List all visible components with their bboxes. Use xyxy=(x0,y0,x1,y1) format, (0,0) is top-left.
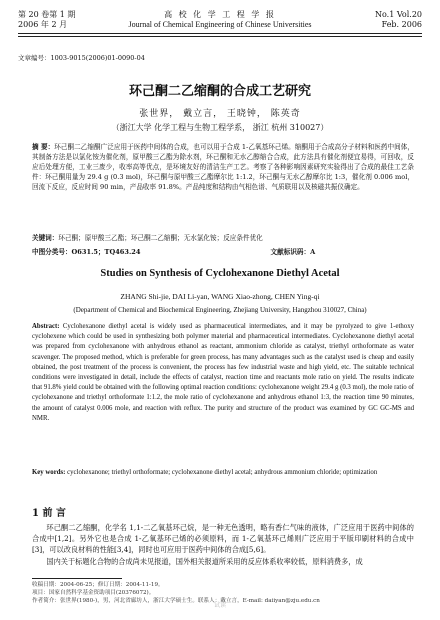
title-en: Studies on Synthesis of Cyclohexanone Diethyl Acetal xyxy=(100,268,340,279)
authors-cn: 张世界， 戴立言， 王晓钟， 陈英奇 xyxy=(139,109,301,119)
keywords-cn-label: 关键词： xyxy=(32,234,59,242)
abstract-en-text: Cyclohexanone diethyl acetal is widely used as pharmaceutical intermediates, and it may be pyrolyzed to give 1-ethoxy cyclohexene which could be used in synthesizing both polymer material and pharmaceutical intermediates. Cyclohexanone diethyl acetal was prepared from cyclohexanone with anhydrous ethanol as reactant, ammonium chloride as catalyst, triethyl orthoformate as water scavenger. The proposed method, which is preferable for green process, has many advantages such as the catalyst used is cheap and easily obtained, the post treatment of the process is convenient, the process has few industrial waste and high yield, etc. The suitable technical conditions were investigated in detail, include the effects of catalyst, reaction time and reactants mole ratio on yield. The results indicate that 91.8% yield could be obtained with the following optimal reaction conditions: cyclohexanone weight 29.4 g (0.3 mol), the mole ratio of cyclohexanone and triethyl orthoformate 1:1.2, the mole ratio of cyclohexanone and anhydrous ethanol 1:3, the reaction time 90 minutes, the amount of catalyst 0.006 mole, and reaction with reflux. The purity and structure of the product was examined by GC GC-MS and NMR. xyxy=(32,323,415,422)
volume-issue-en: No.1 Vol.20 xyxy=(375,10,422,19)
affiliation-cn: （浙江大学 化学工程与生物工程学系， 浙江 杭州 310027） xyxy=(111,123,329,132)
date-en: Feb. 2006 xyxy=(381,20,422,29)
footnote-rule xyxy=(32,578,122,579)
abstract-cn xyxy=(32,142,414,192)
abstract-cn-text: 环己酮二乙缩酮广泛应用于医药中间体的合成，也可以用于合成 1-乙氧基环己烯。缩酮用于合成高分子材料和医药中间体，其制备方法是以氯化铵为催化剂，原甲酸三乙酯为除水剂，环己酮和无水乙醇缩合合成，此方法具有催化剂便宜易得，可回收，反应后处理方便，工业三废少，收率高等优点，是环境友好的清洁生产工艺。考察了各种影响因素研究实验得出了合成的最佳工艺条件：环己酮用量为 29.4 g (0.3 mol)，环己酮与原甲酸三乙酯摩尔比 1:1.2，环己酮与无水乙醇摩尔比 1:3，催化剂 0.006 mol，回流下反应，反应时间 90 min，产品收率 91.8%。产品纯度和结构由气相色谱、气质联用以及核磁共振仪确定。 xyxy=(32,143,414,191)
footnote-author: 作者简介：张世界(1980-)，男，河北省廊坊人，浙江大学硕士生。联系人：戴立言，E-mail: daiiyan@zju.edu.cn xyxy=(32,598,320,604)
date-cn: 2006 年 2 月 xyxy=(18,20,68,29)
keywords-en-label: Key words: xyxy=(32,469,66,476)
journal-issue-cn xyxy=(18,10,75,30)
footnote-received: 收稿日期：2004-06-25；修订日期：2004-11-19。 xyxy=(32,582,164,588)
journal-title-cn: 高 校 化 学 工 程 学 报 xyxy=(164,10,276,19)
authors-en: ZHANG Shi-jie, DAI Li-yan, WANG Xiao-zhong, CHEN Ying-qi xyxy=(120,292,320,301)
footnote-fund: 项目：国家自然科学基金资助项目(20376072)。 xyxy=(32,590,155,596)
intro-paragraph-2: 国内关于标题化合物的合成尚未见报道，国外相关报道所采用的反应体系收率较低，原料消费多，成 xyxy=(46,557,363,566)
classification-row xyxy=(32,246,333,256)
clc-code: 中图分类号：O631.5；TQ463.24 xyxy=(32,248,141,256)
title-cn: 环己酮二乙缩酮的合成工艺研究 xyxy=(128,84,311,99)
abstract-cn-label: 摘 要： xyxy=(32,143,55,151)
section-heading-introduction: 1 前 言 xyxy=(32,508,66,519)
volume-issue-cn: 第 20 卷第 1 期 xyxy=(18,10,76,19)
keywords-en-text: cyclohexanone; triethyl orthoformate; cyclohexanone diethyl acetal; anhydrous ammonium chloride; optimization xyxy=(67,469,378,476)
journal-title-en: Journal of Chemical Engineering of Chinese Universities xyxy=(128,20,312,29)
header-rule-secondary xyxy=(18,36,422,37)
header-rule xyxy=(18,33,422,34)
watermark: 试读 xyxy=(213,602,226,609)
article-number: 文章编号：1003-9015(2006)01-0090-04 xyxy=(18,54,145,62)
keywords-cn xyxy=(32,233,414,243)
keywords-en xyxy=(32,468,414,478)
intro-paragraph-1: 环己酮二乙缩酮，化学名 1,1-二乙氧基环己烷，是一种无色透明，略有香仁气味的液体，广泛应用于医药中间体的合成中[1,2]。另外它也是合成 1-乙氧基环己烯的必须原料，而 1-乙氧基环己烯则广泛应用于平版印刷材料的合成中[3]，可以改良材料的性能[3,4]，同时也可应用于医药中间体的合成[5,6]。 xyxy=(32,523,414,554)
abstract-en xyxy=(32,322,414,424)
document-code: 文献标识码：A xyxy=(270,248,316,256)
keywords-cn-text: 环己酮；原甲酸三乙酯；环己酮二乙缩酮；无水氯化铵；反应条件优化 xyxy=(58,234,263,242)
abstract-en-label: Abstract: xyxy=(32,323,60,330)
journal-issue-en xyxy=(375,10,422,30)
journal-title xyxy=(120,10,320,30)
affiliation-en: (Department of Chemical and Biochemical Engineering, Zhejiang University, Hangzhou 310027, China) xyxy=(73,306,367,314)
